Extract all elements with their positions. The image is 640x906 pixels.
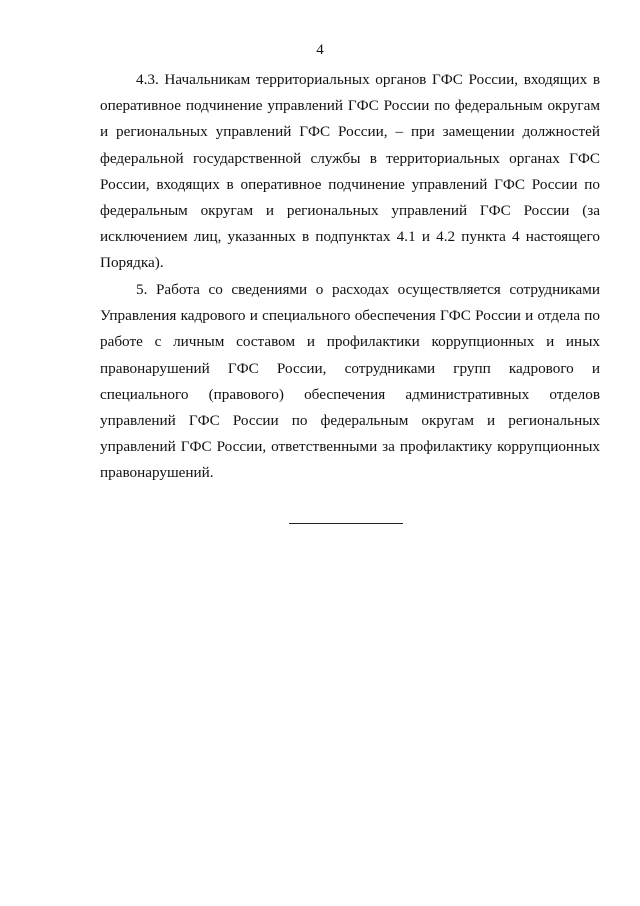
end-of-document-line (289, 523, 403, 524)
paragraph-4-3: 4.3. Начальникам территориальных органов ГФС России, входящих в оперативное подчинение управлений ГФС России по федеральным округам и региональных управлений ГФС России, – при замещении должностей федеральной государственной службы в территориальных органах ГФС России, входящих в оперативное подчинение управлений ГФС России по федеральным округам и региональных управлений ГФС России (за исключением лиц, указанных в подпунктах 4.1 и 4.2 пункта 4 настоящего Порядка). (100, 71, 600, 272)
page-number: 4 (316, 42, 324, 58)
paragraph-5: 5. Работа со сведениями о расходах осуществляется сотрудниками Управления кадрового и специального обеспечения ГФС России и отдела по работе с личным составом и профилактики коррупционных и иных правонарушений ГФС России, сотрудниками групп кадрового и специального (правового) обеспечения административных отделов управлений ГФС России по федеральным округам и региональных управлений ГФС России, ответственными за профилактику коррупционных правонарушений. (100, 281, 600, 482)
